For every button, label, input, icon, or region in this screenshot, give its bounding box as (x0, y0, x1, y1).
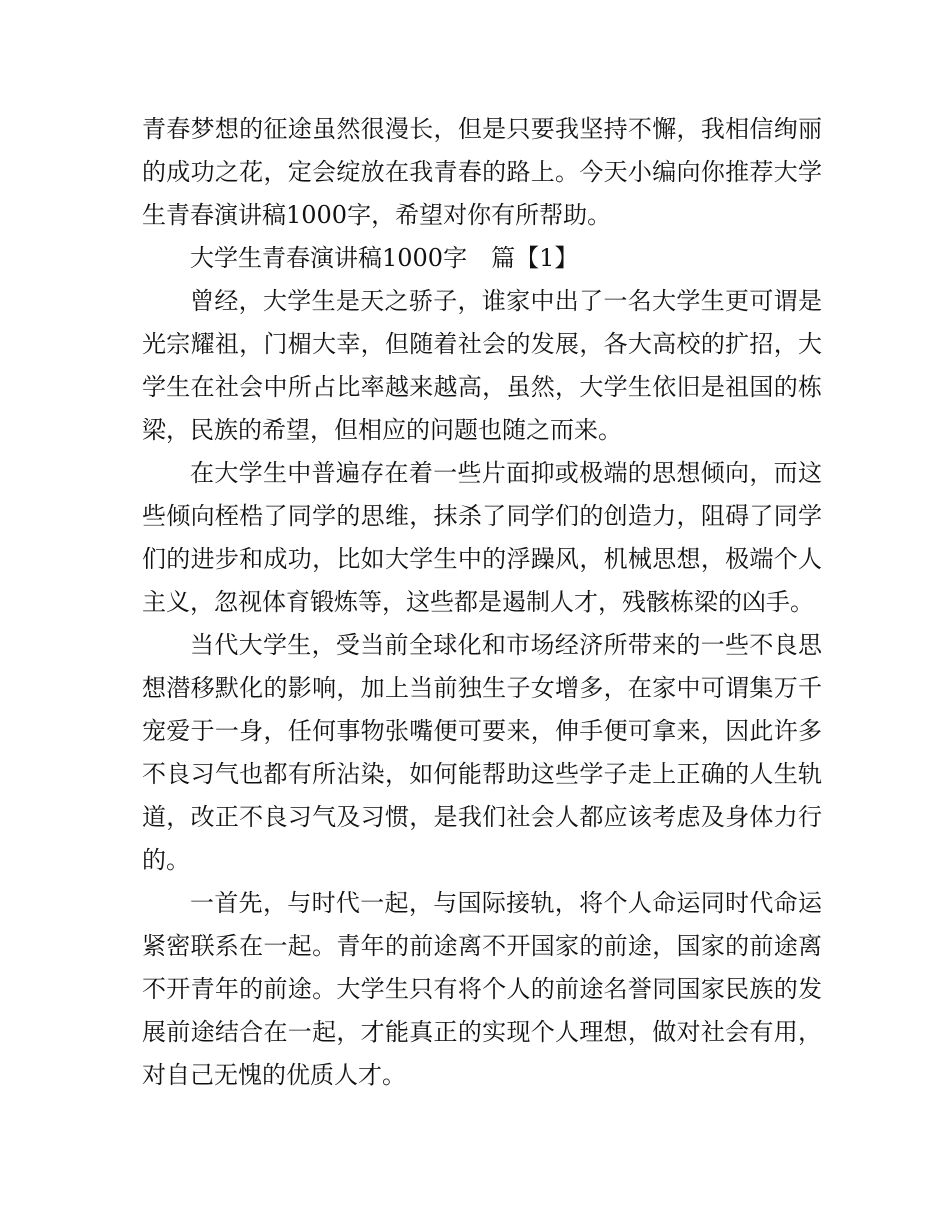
body-paragraph-2: 在大学生中普遍存在着一些片面抑或极端的思想倾向，而这些倾向桎梏了同学的思维，抹杀了同学们的创造力，阻碍了同学们的进步和成功，比如大学生中的浮躁风，机械思想，极端个人主义，忽视体育锻炼等，这些都是遏制人才，残骸栋梁的凶手。 (142, 459, 822, 616)
body-paragraph-3: 当代大学生，受当前全球化和市场经济所带来的一些不良思想潜移默化的影响，加上当前独生子女增多，在家中可谓集万千宠爱于一身，任何事物张嘴便可要来，伸手便可拿来，因此许多不良习气也都有所沾染，如何能帮助这些学子走上正确的人生轨道，改正不良习气及习惯，是我们社会人都应该考虑及身体力行的。 (142, 631, 822, 874)
body-paragraph-4: 一首先，与时代一起，与国际接轨，将个人命运同时代命运紧密联系在一起。青年的前途离不开国家的前途，国家的前途离不开青年的前途。大学生只有将个人的前途名誉同国家民族的发展前途结合在一起，才能真正的实现个人理想，做对社会有用，对自己无愧的优质人才。 (142, 889, 822, 1089)
intro-paragraph: 青春梦想的征途虽然很漫长，但是只要我坚持不懈，我相信绚丽的成功之花，定会绽放在我青春的路上。今天小编向你推荐大学生青春演讲稿1000字，希望对你有所帮助。 (142, 115, 822, 229)
body-paragraph-1: 曾经，大学生是天之骄子，谁家中出了一名大学生更可谓是光宗耀祖，门楣大幸，但随着社会的发展，各大高校的扩招，大学生在社会中所占比率越来越高，虽然，大学生依旧是祖国的栋梁，民族的希望，但相应的问题也随之而来。 (142, 287, 822, 444)
document-body (142, 108, 822, 1097)
section-heading: 大学生青春演讲稿1000字 篇【1】 (190, 244, 579, 272)
